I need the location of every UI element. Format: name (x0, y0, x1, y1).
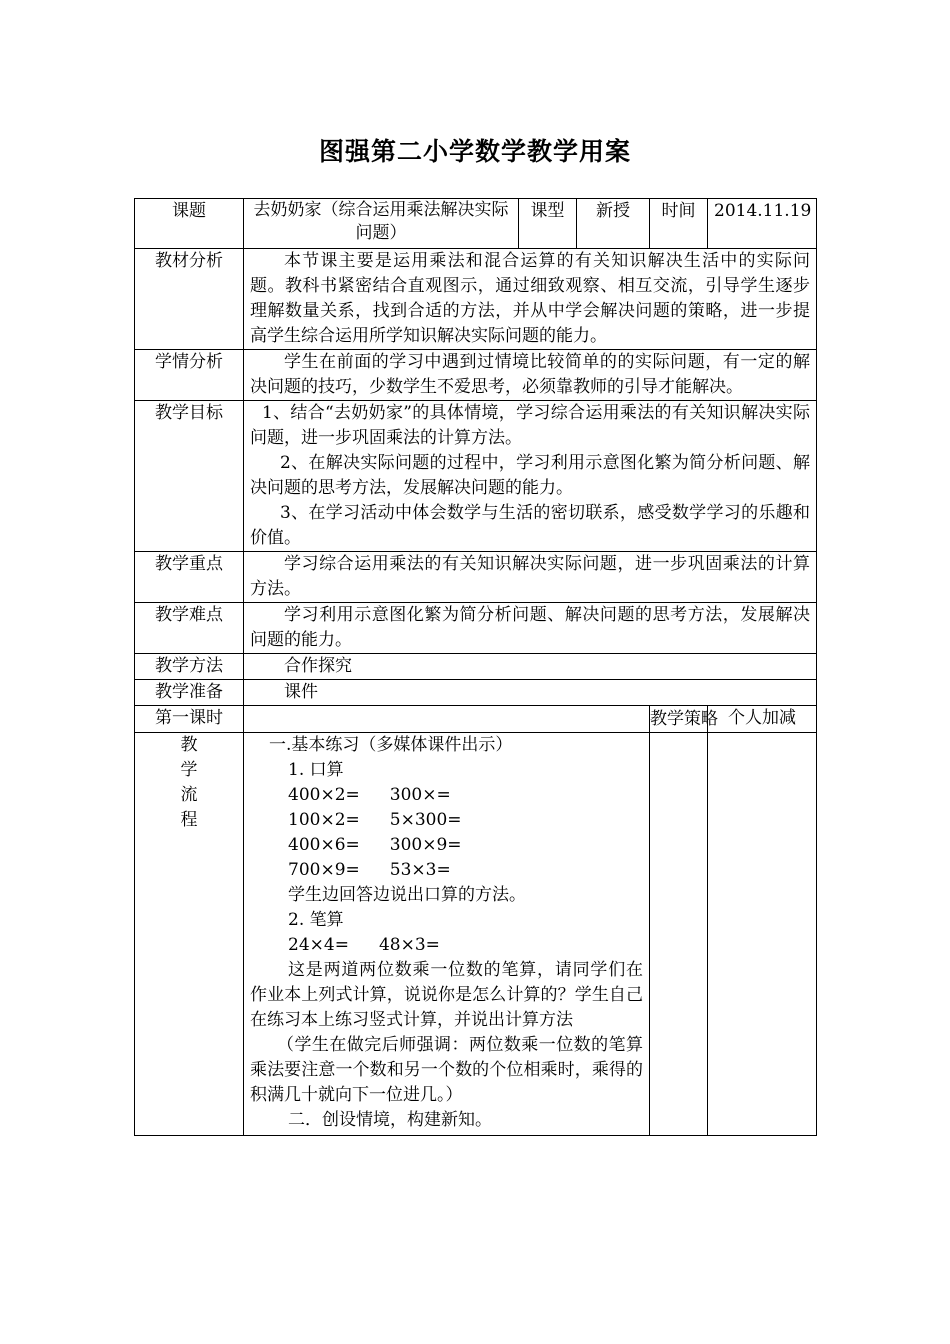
difficulty-row (135, 603, 817, 654)
material-text (244, 249, 817, 350)
written-problem: 48×3= (378, 935, 440, 955)
time-value: 2014.11.19 (708, 199, 817, 249)
goal-item: 2、在解决实际问题的过程中，学习利用示意图化繁为简分析问题、解决问题的思考方法，发展解决问题的能力。 (250, 453, 810, 498)
method-text (244, 654, 817, 680)
strategy-cell (650, 733, 708, 1136)
prep-row (135, 680, 817, 706)
oral-note: 学生边回答边说出口算的方法。 (288, 885, 526, 905)
written-note: 这是两道两位数乘一位数的笔算，请同学们在作业本上列式计算，说说你是怎么计算的？学生自己在练习本上练习竖式计算，并说出计算方法 (250, 960, 643, 1030)
prep-label: 教学准备 (135, 680, 244, 706)
students-text (244, 350, 817, 401)
header-row (135, 199, 817, 249)
process-label (135, 733, 244, 1136)
teacher-note: （学生在做完后师强调：两位数乘一位数的笔算乘法要注意一个数和另一个数的个位相乘时，乘得的积满几十就向下一位进几。） (250, 1035, 643, 1105)
goal-item: 1、结合“去奶奶家”的具体情境，学习综合运用乘法的有关知识解决实际问题，进一步巩固乘法的计算方法。 (250, 403, 810, 448)
method-label: 教学方法 (135, 654, 244, 680)
type-value: 新授 (577, 199, 650, 249)
prep-text (244, 680, 817, 706)
section-heading: 二．创设情境，构建新知。 (288, 1110, 492, 1130)
key-label: 教学重点 (135, 552, 244, 603)
difficulty-text (244, 603, 817, 654)
process-char: 流 (180, 785, 198, 805)
key-row (135, 552, 817, 603)
method-value: 合作探究 (284, 656, 352, 676)
students-paragraph: 学生在前面的学习中遇到过情境比较简单的的实际问题，有一定的解决问题的技巧，少数学生不爱思考，必须靠教师的引导才能解决。 (250, 352, 810, 397)
goals-row (135, 401, 817, 552)
page-title: 图强第二小学数学教学用案 (318, 137, 631, 166)
key-text (244, 552, 817, 603)
oral-problem: 5×300= (389, 810, 462, 830)
prep-value: 课件 (284, 682, 318, 702)
process-content (244, 733, 650, 1136)
students-row (135, 350, 817, 401)
key-paragraph: 学习综合运用乘法的有关知识解决实际问题，进一步巩固乘法的计算方法。 (250, 554, 810, 599)
written-line (250, 933, 643, 958)
topic-value: 去奶奶家（综合运用乘法解决实际问题） (244, 199, 519, 249)
material-paragraph: 本节课主要是运用乘法和混合运算的有关知识解决生活中的实际问题。教科书紧密结合直观图示，通过细致观察、相互交流，引导学生逐步理解数量关系，找到合适的方法，并从中学会解决问题的策略，进一步提高学生综合运用所学知识解决实际问题的能力。 (250, 251, 810, 346)
oral-problem: 700×9= (288, 860, 360, 880)
strategy-header: 教学策略 (650, 706, 708, 733)
type-label: 课型 (519, 199, 577, 249)
goals-text (244, 401, 817, 552)
oral-problem: 300×= (389, 785, 451, 805)
material-label: 教材分析 (135, 249, 244, 350)
difficulty-label: 教学难点 (135, 603, 244, 654)
oral-problem: 400×2= (288, 785, 360, 805)
personal-cell (708, 733, 817, 1136)
written-title: 2. 笔算 (288, 910, 344, 930)
difficulty-paragraph: 学习利用示意图化繁为简分析问题、解决问题的思考方法，发展解决问题的能力。 (250, 605, 810, 650)
process-char: 程 (180, 810, 198, 830)
topic-label: 课题 (135, 199, 244, 249)
method-row (135, 654, 817, 680)
oral-line (250, 808, 643, 833)
goals-label: 教学目标 (135, 401, 244, 552)
period-label: 第一课时 (135, 706, 244, 733)
oral-problem: 100×2= (288, 810, 360, 830)
students-label: 学情分析 (135, 350, 244, 401)
oral-problem: 400×6= (288, 835, 360, 855)
oral-line (250, 833, 643, 858)
material-row (135, 249, 817, 350)
oral-title: 1. 口算 (288, 760, 344, 780)
period-blank (244, 706, 650, 733)
oral-line (250, 783, 643, 808)
oral-problem: 53×3= (389, 860, 451, 880)
period-row (135, 706, 817, 733)
process-char: 教 (180, 735, 198, 755)
lesson-plan-table (134, 198, 817, 1136)
section-heading: 一.基本练习（多媒体课件出示） (269, 735, 513, 755)
oral-line (250, 858, 643, 883)
process-row (135, 733, 817, 1136)
goal-item: 3、在学习活动中体会数学与生活的密切联系，感受数学学习的乐趣和价值。 (250, 503, 810, 548)
oral-problem: 300×9= (389, 835, 462, 855)
process-char: 学 (180, 760, 198, 780)
time-label: 时间 (650, 199, 708, 249)
personal-header: 个人加减 (708, 706, 817, 733)
written-problem: 24×4= (288, 935, 349, 955)
